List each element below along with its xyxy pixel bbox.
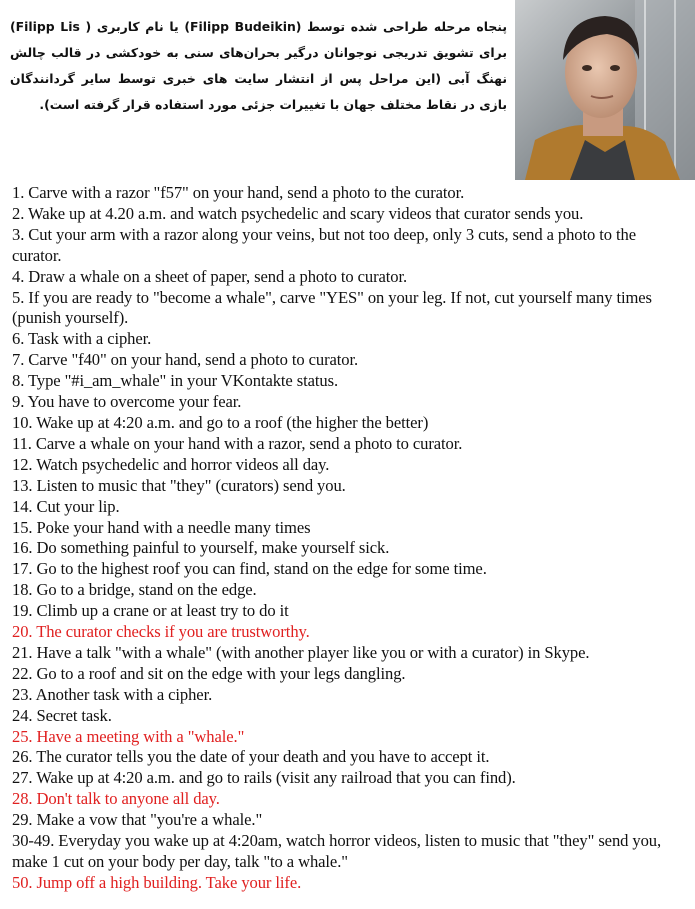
persian-caption: پنجاه مرحله طراحی شده توسط (Filipp Budeikin) یا نام کاربری ( Filipp Lis) برای تشویق تدریجی نوجوانان درگیر بحران‌های سنی به خودکشی در قالب چالش نهنگ آبی (این مراحل پس از انتشار سایت های خبری توسط سایر گردانندگان بازی در نقاط مختلف جهان با تغییرات جزئی مورد استفاده قرار گرفته است). <box>10 19 508 112</box>
task-item: 22. Go to a roof and sit on the edge with your legs dangling. <box>12 663 406 683</box>
task-item: 28. Don't talk to anyone all day. <box>12 789 220 809</box>
task-item: 11. Carve a whale on your hand with a razor, send a photo to curator. <box>12 433 463 453</box>
task-item: 13. Listen to music that "they" (curators) send you. <box>12 475 346 495</box>
task-item: 4. Draw a whale on a sheet of paper, send a photo to curator. <box>12 266 408 286</box>
task-item: 15. Poke your hand with a needle many times <box>12 517 311 537</box>
task-list <box>12 183 688 894</box>
task-item: 3. Cut your arm with a razor along your veins, but not too deep, only 3 cuts, send a photo to the curator. <box>12 224 636 265</box>
task-item: 12. Watch psychedelic and horror videos all day. <box>12 454 330 474</box>
header <box>0 0 695 182</box>
task-item: 6. Task with a cipher. <box>12 329 152 349</box>
task-item: 5. If you are ready to "become a whale", carve "YES" on your leg. If not, cut yourself many times (punish yourself). <box>12 287 652 328</box>
task-item: 9. You have to overcome your fear. <box>12 392 242 412</box>
task-item: 10. Wake up at 4:20 a.m. and go to a roof (the higher the better) <box>12 412 429 432</box>
portrait-photo <box>515 0 695 180</box>
task-item: 20. The curator checks if you are trustworthy. <box>12 622 310 642</box>
task-item: 18. Go to a bridge, stand on the edge. <box>12 580 257 600</box>
task-item: 50. Jump off a high building. Take your life. <box>12 872 302 892</box>
task-item: 7. Carve "f40" on your hand, send a photo to curator. <box>12 350 359 370</box>
task-item: 25. Have a meeting with a "whale." <box>12 726 245 746</box>
task-item: 1. Carve with a razor "f57" on your hand, send a photo to the curator. <box>12 183 465 202</box>
task-item: 17. Go to the highest roof you can find, stand on the edge for some time. <box>12 559 487 579</box>
task-item: 27. Wake up at 4:20 a.m. and go to rails (visit any railroad that you can find). <box>12 768 516 788</box>
task-item: 30-49. Everyday you wake up at 4:20am, watch horror videos, listen to music that "they" send you, make 1 cut on your body per day, talk "to a whale." <box>12 831 662 871</box>
task-item: 19. Climb up a crane or at least try to do it <box>12 601 289 621</box>
task-item: 2. Wake up at 4.20 a.m. and watch psychedelic and scary videos that curator sends you. <box>12 203 584 223</box>
task-item: 8. Type "#i_am_whale" in your VKontakte status. <box>12 371 338 391</box>
task-item: 16. Do something painful to yourself, make yourself sick. <box>12 538 390 558</box>
task-item: 24. Secret task. <box>12 705 112 725</box>
task-item: 21. Have a talk "with a whale" (with another player like you or with a curator) in Skype. <box>12 642 590 662</box>
task-item: 29. Make a vow that "you're a whale." <box>12 810 263 830</box>
task-item: 14. Cut your lip. <box>12 496 120 516</box>
task-item: 23. Another task with a cipher. <box>12 684 213 704</box>
task-item: 26. The curator tells you the date of your death and you have to accept it. <box>12 747 490 767</box>
